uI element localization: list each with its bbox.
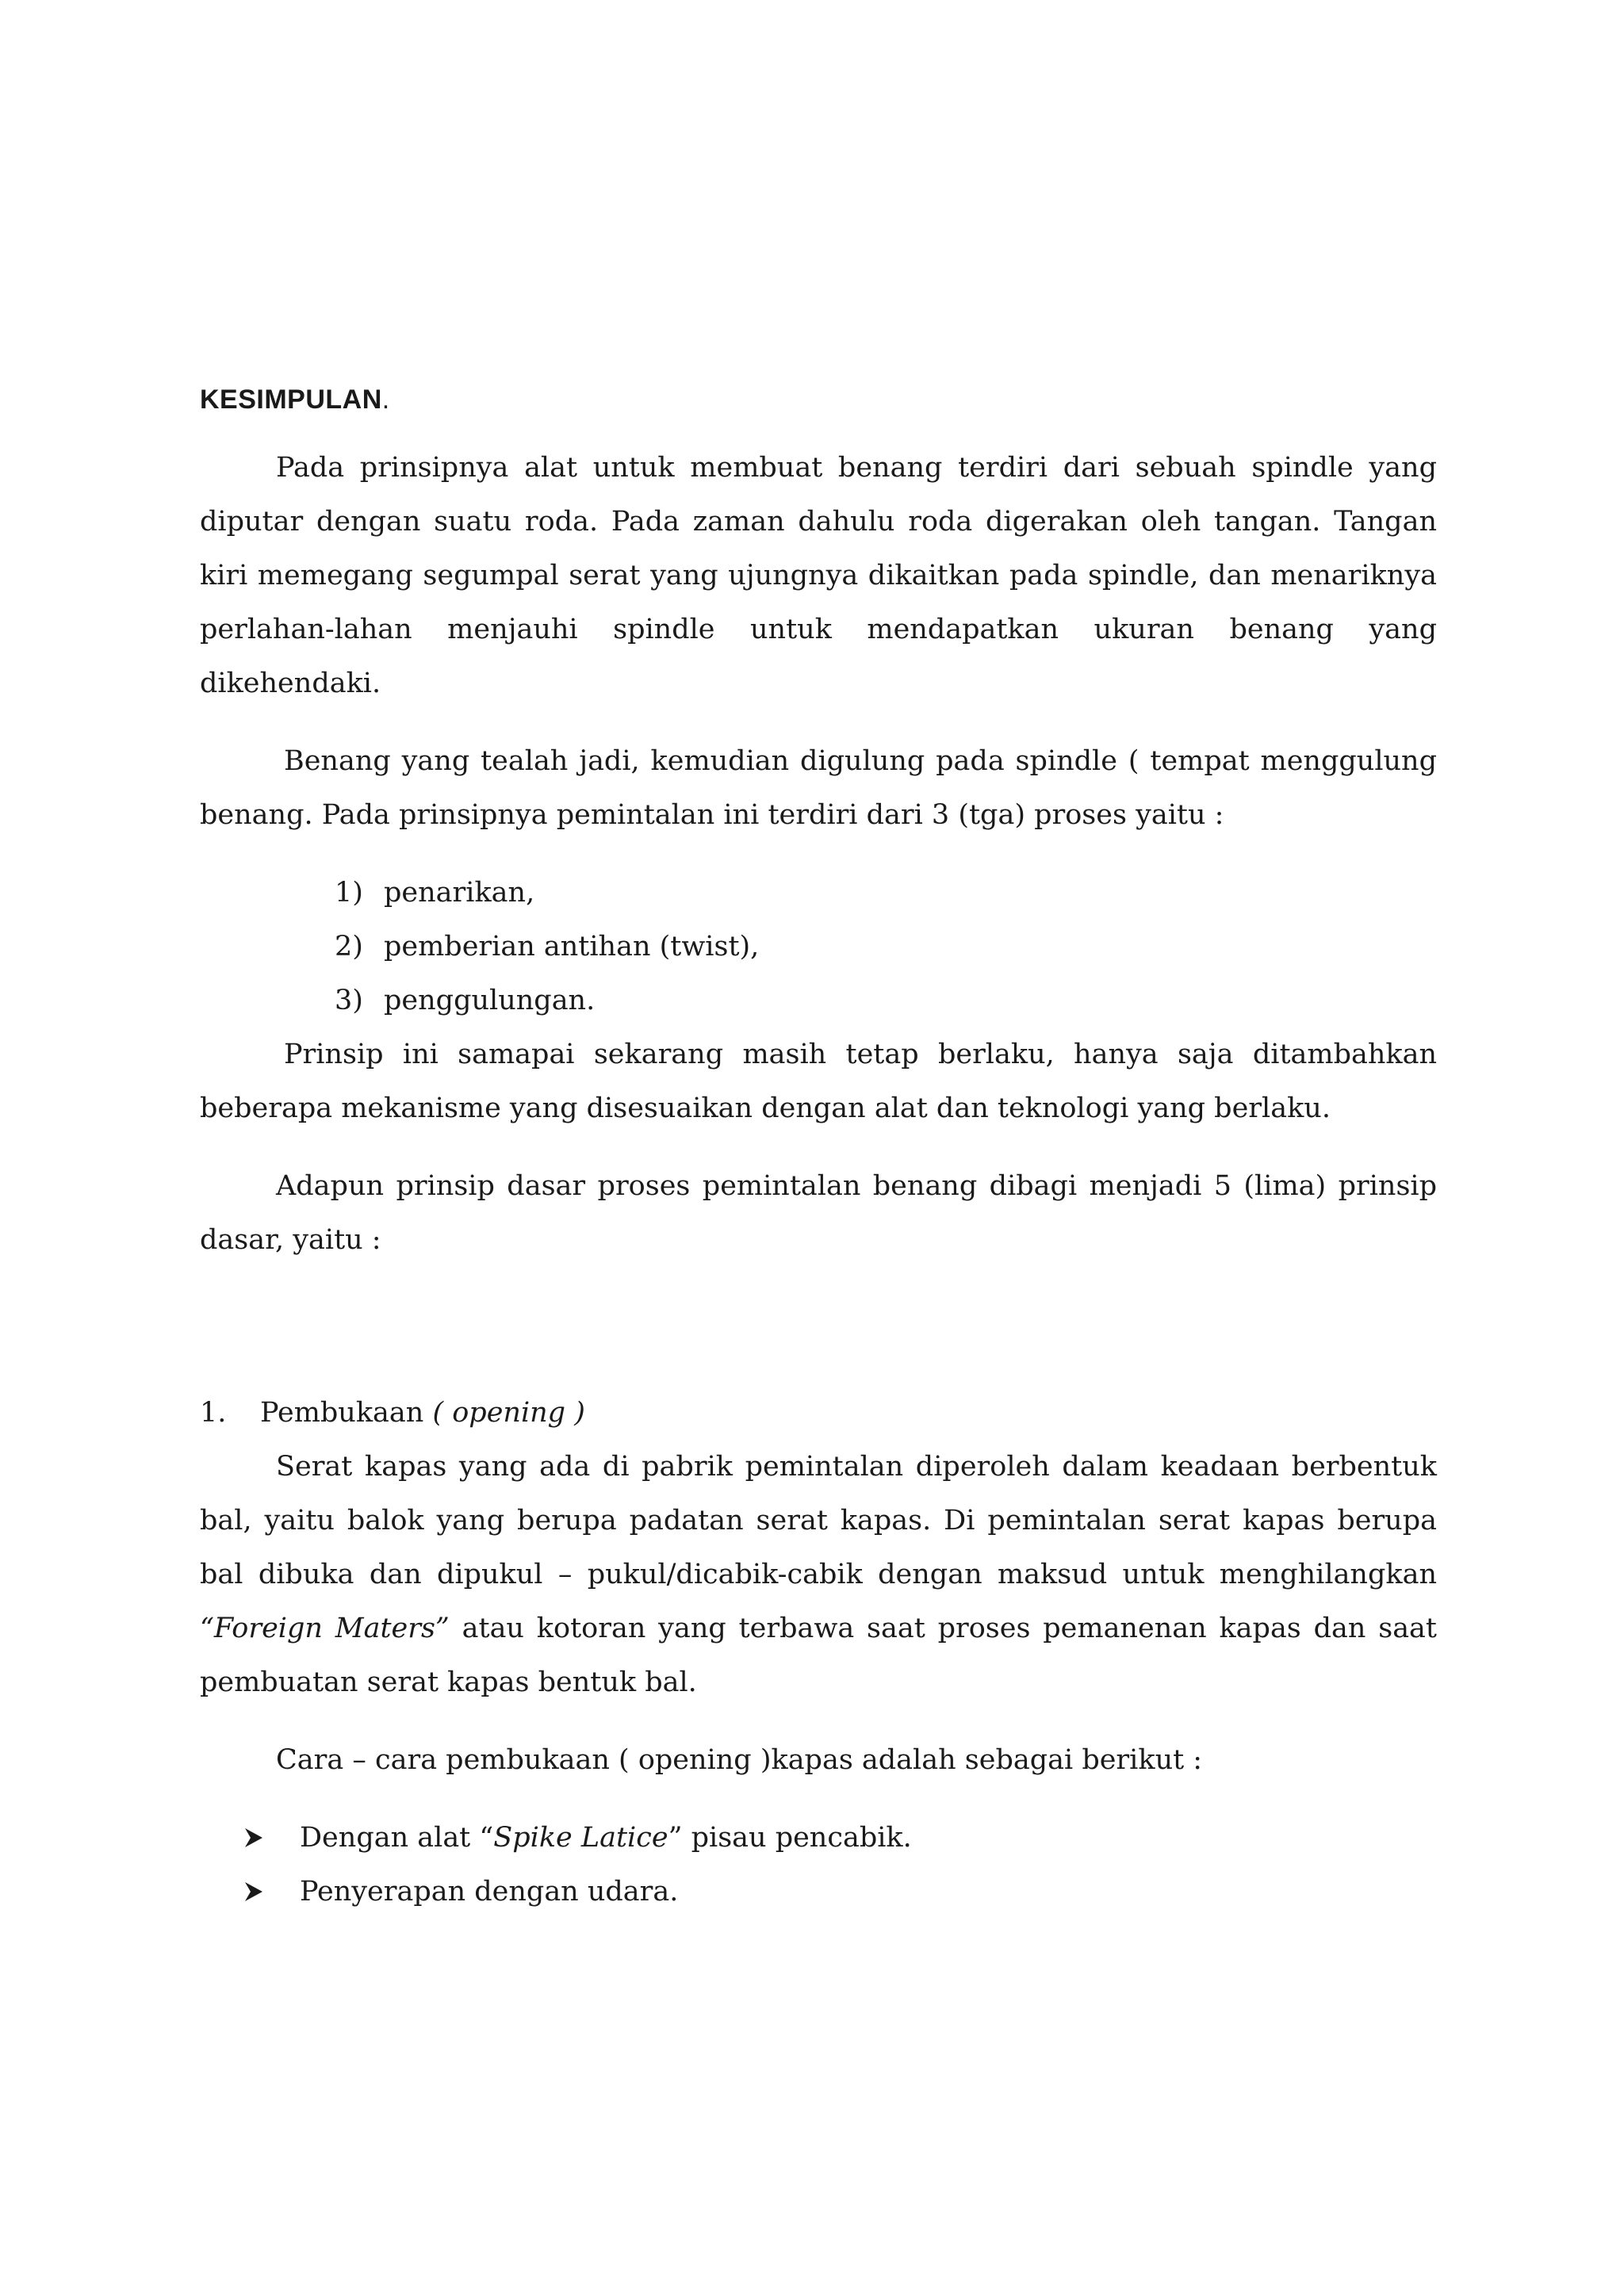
list-item-number: 2) bbox=[335, 931, 363, 962]
opening-methods-list bbox=[200, 1811, 1437, 1919]
method-text-post: ” pisau pencabik. bbox=[668, 1822, 912, 1854]
subsection-number: 1. bbox=[200, 1397, 227, 1429]
list-item-number: 1) bbox=[335, 877, 363, 909]
list-item-text: penarikan, bbox=[384, 877, 535, 909]
method-text-pre: Dengan alat “ bbox=[300, 1822, 494, 1854]
list-item bbox=[244, 1811, 1437, 1865]
paragraph-opening-methods: Cara – cara pembukaan ( opening )kapas adalah sebagai berikut : bbox=[276, 1744, 1203, 1776]
list-item bbox=[335, 974, 1437, 1027]
spike-latice-term: Spike Latice bbox=[493, 1822, 668, 1854]
subsection-heading bbox=[200, 1386, 1437, 1440]
list-item-text: penggulungan. bbox=[384, 985, 596, 1016]
list-item bbox=[335, 866, 1437, 920]
foreign-maters-term: “Foreign Maters” bbox=[200, 1613, 450, 1644]
heading-dot: . bbox=[381, 385, 390, 415]
paragraph-opening bbox=[200, 1440, 1437, 1709]
opening-text-a: Serat kapas yang ada di pabrik pemintalan diperoleh dalam keadaan berbentuk bal, yaitu balok yang berupa padatan serat kapas. Di pemintalan serat kapas berupa bal dibuka dan dipukul – pukul/dicabik-cabik dengan maksud untuk menghilangkan bbox=[200, 1451, 1437, 1590]
subsection-title bbox=[260, 1386, 585, 1440]
section-heading bbox=[200, 373, 1437, 427]
paragraph-basic-principles: Adapun prinsip dasar proses pemintalan benang dibagi menjadi 5 (lima) prinsip dasar, yaitu : bbox=[200, 1170, 1437, 1256]
paragraph-principle: Prinsip ini samapai sekarang masih tetap berlaku, hanya saja ditambahkan beberapa mekanisme yang disesuaikan dengan alat dan teknologi yang berlaku. bbox=[200, 1039, 1437, 1124]
paragraph-process: Benang yang tealah jadi, kemudian digulung pada spindle ( tempat menggulung benang. Pada prinsipnya pemintalan ini terdiri dari 3 (tga) proses yaitu : bbox=[200, 745, 1437, 831]
opening-text-b: atau kotoran yang terbawa saat proses pemanenan kapas dan saat pembuatan serat kapas bentuk bal. bbox=[200, 1613, 1437, 1698]
subsection-title-italic: ( opening ) bbox=[432, 1397, 585, 1429]
list-item bbox=[244, 1865, 1437, 1919]
method-text: Penyerapan dengan udara. bbox=[300, 1876, 679, 1908]
list-item-text: pemberian antihan (twist), bbox=[384, 931, 760, 962]
list-item bbox=[335, 920, 1437, 974]
list-item-number: 3) bbox=[335, 985, 363, 1016]
arrowhead-bullet-icon bbox=[244, 1881, 300, 1902]
document-page bbox=[200, 373, 1437, 1919]
subsection-title-text: Pembukaan bbox=[260, 1397, 433, 1429]
heading-title: KESIMPULAN bbox=[200, 385, 382, 415]
process-steps-list bbox=[200, 866, 1437, 1027]
arrowhead-bullet-icon bbox=[244, 1827, 300, 1848]
paragraph-intro: Pada prinsipnya alat untuk membuat benang terdiri dari sebuah spindle yang diputar dengan suatu roda. Pada zaman dahulu roda digerakan oleh tangan. Tangan kiri memegang segumpal serat yang ujungnya dikaitkan pada spindle, dan menariknya perlahan-lahan menjauhi spindle untuk mendapatkan ukuran benang yang dikehendaki. bbox=[200, 452, 1437, 699]
method-text bbox=[300, 1811, 912, 1865]
